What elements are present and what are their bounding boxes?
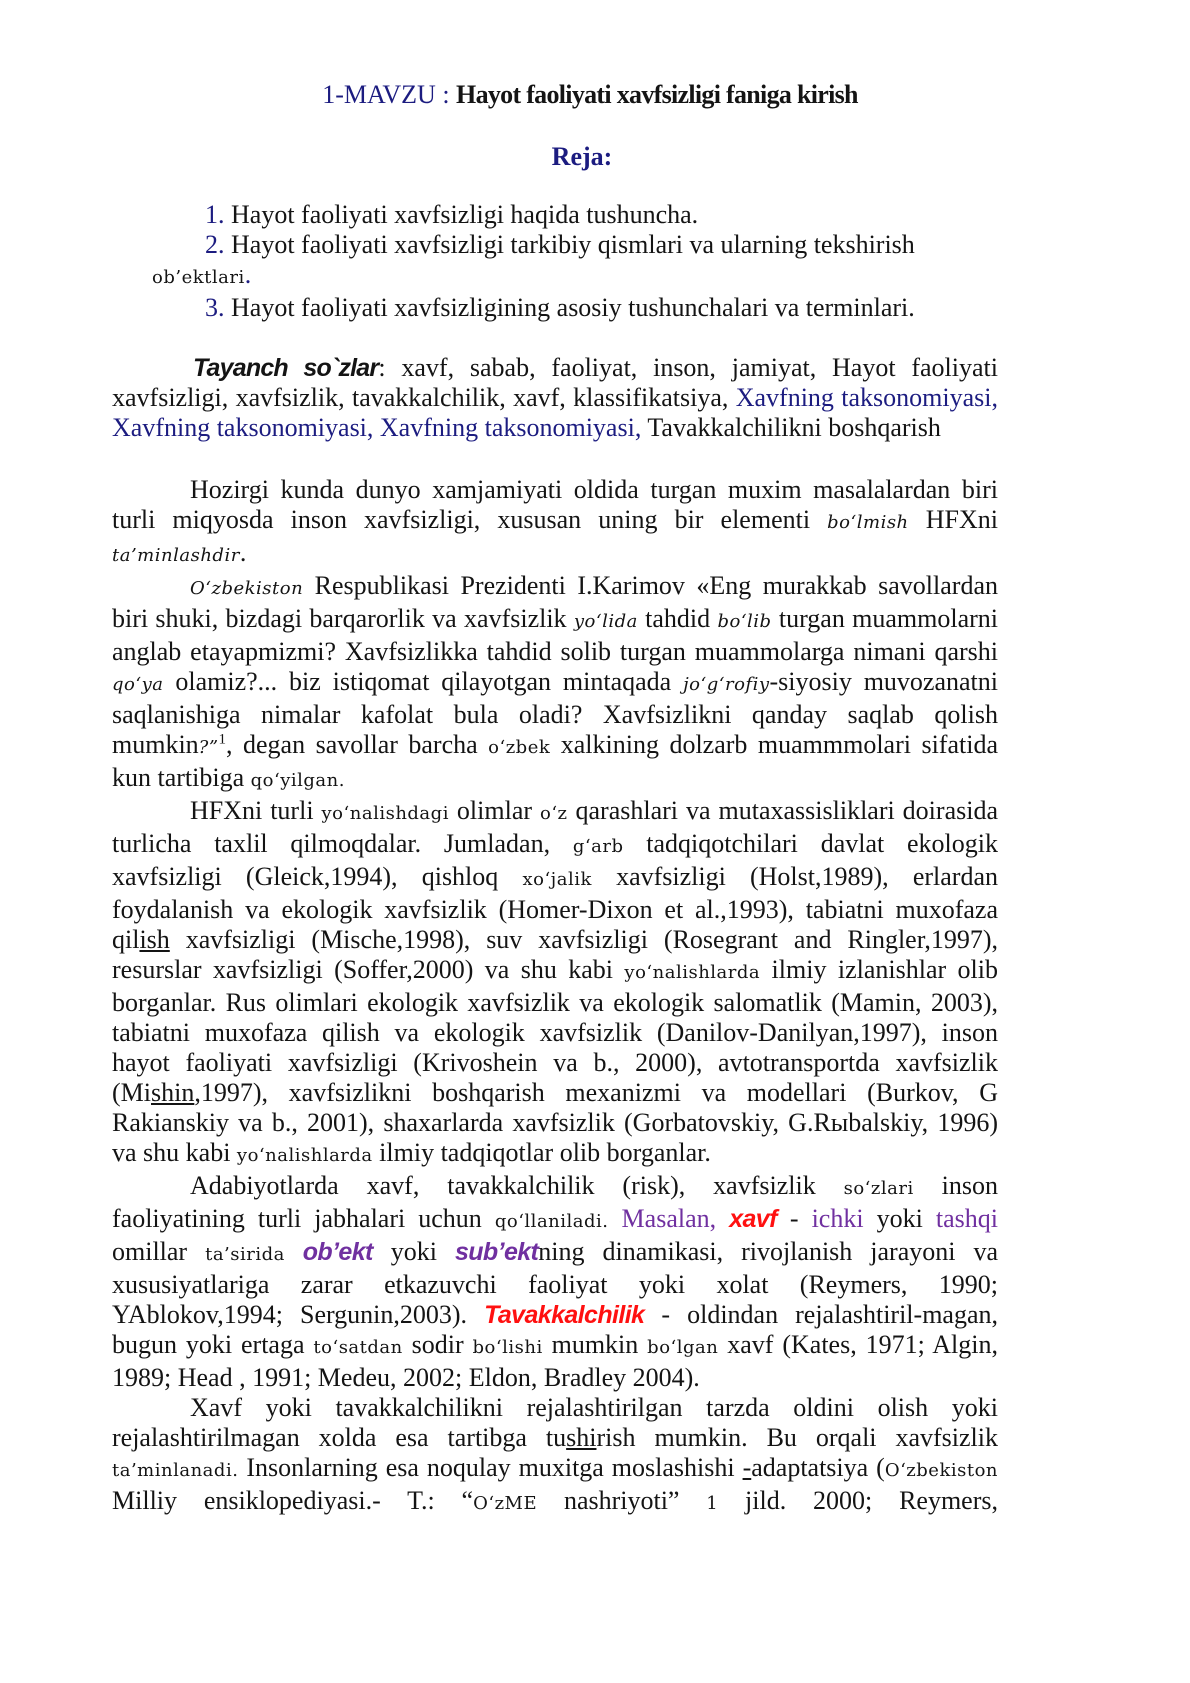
text-run: ta’sirida [205, 1244, 285, 1265]
highlighted-text: ichki [811, 1204, 864, 1233]
highlighted-text: Masalan, [608, 1204, 730, 1233]
text-run: ta’minlanadi. [112, 1460, 239, 1481]
body-paragraph-2 [112, 571, 998, 796]
text-run: olimlar [448, 796, 540, 825]
emphasized-term: Tavakkalchilik [484, 1301, 645, 1329]
text-run: bo‘lib [717, 611, 772, 632]
text-run: xalkining dolzarb muammmolari sifatida kun tartibiga [112, 730, 998, 792]
text-run: jild. 2000; Reymers, [718, 1486, 998, 1515]
text-run: qo‘ya [112, 674, 164, 695]
text-run: turgan muammolarni anglab etayapmizmi? Xavfsizlikka tahdid solib turgan muammolarga nimani qarshi [112, 604, 998, 666]
text-run: o‘z [540, 803, 568, 824]
highlighted-text: tashqi [935, 1204, 998, 1233]
text-run: ,1997), xavfsizlikni boshqarish mexanizmi va modellari (Burkov, G Rakianskiy va b., 2001), shaxarlarda xavfsizlik (Gorbatovskiy, G.Rыbalskiy, 1996) va shu kabi [112, 1078, 998, 1167]
text-run: qarashlari va mutaxassisliklari doirasida turlicha taxlil qilmoqdalar. Jumladan, [112, 796, 998, 858]
emphasized-term: xavf [729, 1205, 777, 1233]
body-paragraph-5 [112, 1393, 998, 1519]
text-run: Hayot faoliyati xavfsizligi tarkibiy qismlari va ularning tekshirish [224, 230, 915, 259]
text-run: xavfsizligi (Mische,1998), suv xavfsizligi (Rosegrant and Ringler,1997), resurslar xavfsizligi (Soffer,2000) va shu kabi [112, 925, 998, 984]
text-run: olamiz?... biz istiqomat qilayotgan mintaqada [163, 667, 684, 696]
text-run: xavfsizligi (Holst,1989), erlardan foydalanish va ekologik xavfsizlik (Homer-Dixon et al.,1993), tabiatni muxofaza qil [112, 862, 998, 954]
text-run: g‘arb [572, 836, 624, 857]
text-run: yoki [863, 1204, 936, 1233]
highlighted-text: . [244, 260, 252, 289]
text-run: yo‘nalishlarda [624, 962, 761, 983]
text-run: : xavf, sabab, faoliyat, inson, jamiyat, Hayot faoliyati xavfsizligi, xavfsizlik, tavakkalchilik, xavf, klassifikatsiya, [112, 353, 998, 412]
plan-item-2 [112, 230, 998, 293]
text-run: Xavf yoki tavakkalchilikni rejalashtirilgan tarzda oldini olish yoki rejalashtirilmagan xolda esa tartibga tu [112, 1393, 998, 1452]
text-run: yo‘nalishdagi [321, 803, 449, 824]
plan-heading: Reja: [551, 142, 613, 171]
text-run: o‘zbek [488, 737, 551, 758]
body-paragraph-3 [112, 796, 998, 1171]
text-run: Tavakkalchilikni boshqarish [641, 413, 941, 442]
text-run: qo‘yilgan. [250, 770, 345, 791]
text-run: tadqiqotchilari davlat ekologik xavfsizligi (Gleick,1994), qishloq [112, 829, 999, 891]
text-run: HFXni turli [190, 796, 322, 825]
keywords-paragraph [112, 353, 998, 443]
text-run: ilmiy izlanishlar olib borganlar. Rus olimlari ekologik xavfsizlik va ekologik salomatlik (Mamin, 2003), tabiatni muxofaza qilish va ekologik xavfsizlik (Danilov-Danilyan,1997), inson hayot faoliyati xavfsizligi (Krivoshein va b., 2000), avtotransportda xavfsizlik (Mi [112, 955, 999, 1107]
text-run: qo‘llaniladi. [494, 1211, 609, 1232]
highlighted-text: Xavfning taksonomiyasi, Xavfning taksonomiyasi, Xavfning taksonomiyasi, [112, 383, 998, 442]
text-run: bo‘lishi [472, 1337, 543, 1358]
text-run: Adabiyotlarda xavf, tavakkalchilik (risk), xavfsizlik [190, 1171, 844, 1200]
plan-list [112, 200, 998, 323]
text-run: O‘zME [473, 1493, 538, 1514]
underlined-text: shi [566, 1423, 597, 1452]
underlined-text: ish [139, 925, 170, 954]
text-run: bo‘lgan [647, 1337, 719, 1358]
highlighted-text: 1. [205, 200, 225, 229]
text-run: so‘zlari [843, 1178, 914, 1199]
highlighted-text: 2. [205, 230, 225, 259]
emphasized-term: Tayanch so`zlar [193, 354, 379, 382]
text-run: rish mumkin. Bu orqali xavfsizlik [596, 1423, 999, 1452]
text-run: ob’ektlari [152, 267, 245, 288]
underlined-text: shin [151, 1078, 195, 1107]
text-run: ta’minlashdir [112, 545, 240, 566]
text-run: bo‘lmish [827, 512, 909, 533]
text-run: adaptatsiya ( [751, 1453, 885, 1482]
document-body [112, 200, 998, 1519]
text-run: xavf (Kates, 1971; Algin, 1989; Head , 1991; Medeu, 2002; Eldon, Bradley 2004). [112, 1330, 998, 1392]
text-run: - oldindan rejalashtiril-magan, bugun yoki ertaga [112, 1300, 998, 1359]
text-run: O‘zbekiston [190, 578, 304, 599]
text-run: tahdid [637, 604, 718, 633]
text-run: - [776, 1204, 812, 1233]
text-run: ning dinamikasi, rivojlanish jarayoni va xususiyatlariga zarar etkazuvchi faoliyat yoki xolat (Reymers, 1990; YAblokov,1994; Sergunin,2003). [112, 1237, 998, 1329]
text-run: yo‘nalishlarda [236, 1145, 373, 1166]
topic-title-text: Hayot faoliyati xavfsizligi faniga kirish [456, 80, 858, 109]
text-run: jo‘g‘rofiy [683, 674, 770, 695]
text-run: nashriyoti” [537, 1486, 707, 1515]
highlighted-text: 3. [205, 293, 225, 322]
text-run: yo‘lida [573, 611, 638, 632]
text-run: Insonlarning esa noqulay muxitga moslashishi [238, 1453, 743, 1482]
text-run: Hozirgi kunda dunyo xamjamiyati oldida turgan muxim masalalardan biri turli miqyosda inson xavfsizligi, xususan uning bir elementi [112, 475, 998, 534]
footnote-ref: 1 [218, 731, 227, 748]
emphasized-term: sub’ekt [454, 1238, 539, 1266]
text-run: -siyosiy muvozanatni saqlanishiga nimalar kafolat bula oladi? Xavfsizlikni qanday saqlab qolish mumkin [112, 667, 999, 759]
text-run: inson faoliyatining turli jabhalari uchun [112, 1171, 999, 1233]
text-run: mumkin [542, 1330, 648, 1359]
plan-item-3 [112, 293, 998, 323]
text-run: , degan savollar barcha [226, 730, 489, 759]
text-run: Milliy ensiklopediyasi.- T.: “ [112, 1486, 474, 1515]
text-run: to‘satdan [313, 1337, 403, 1358]
text-run: 1 [706, 1493, 719, 1514]
text-run: ilmiy tadqiqotlar olib borganlar. [372, 1138, 711, 1167]
emphasized-term: ob’ekt [284, 1238, 373, 1266]
text-run: O‘zbekiston [884, 1460, 999, 1481]
plan-item-1 [112, 200, 998, 230]
text-run: Hayot faoliyati xavfsizligi haqida tushuncha. [224, 200, 699, 229]
text-run: yoki [372, 1237, 455, 1266]
text-run: HFXni [908, 505, 998, 534]
topic-number-label: 1-MAVZU : [322, 80, 450, 109]
text-run: sodir [402, 1330, 473, 1359]
text-run: Respublikasi Prezidenti I.Karimov «Eng murakkab savollardan biri shuki, bizdagi barqarorlik va xavfsizlik [112, 571, 998, 633]
text-run: . [239, 538, 247, 567]
document-title [0, 80, 1180, 110]
body-paragraph-4 [112, 1171, 998, 1393]
text-run: xo‘jalik [522, 869, 592, 890]
text-run: ?” [198, 737, 219, 758]
underlined-text: - [742, 1453, 752, 1482]
body-paragraph-1 [112, 475, 998, 571]
text-run: omillar [112, 1237, 206, 1266]
text-run: Hayot faoliyati xavfsizligining asosiy tushunchalari va terminlari. [224, 293, 915, 322]
